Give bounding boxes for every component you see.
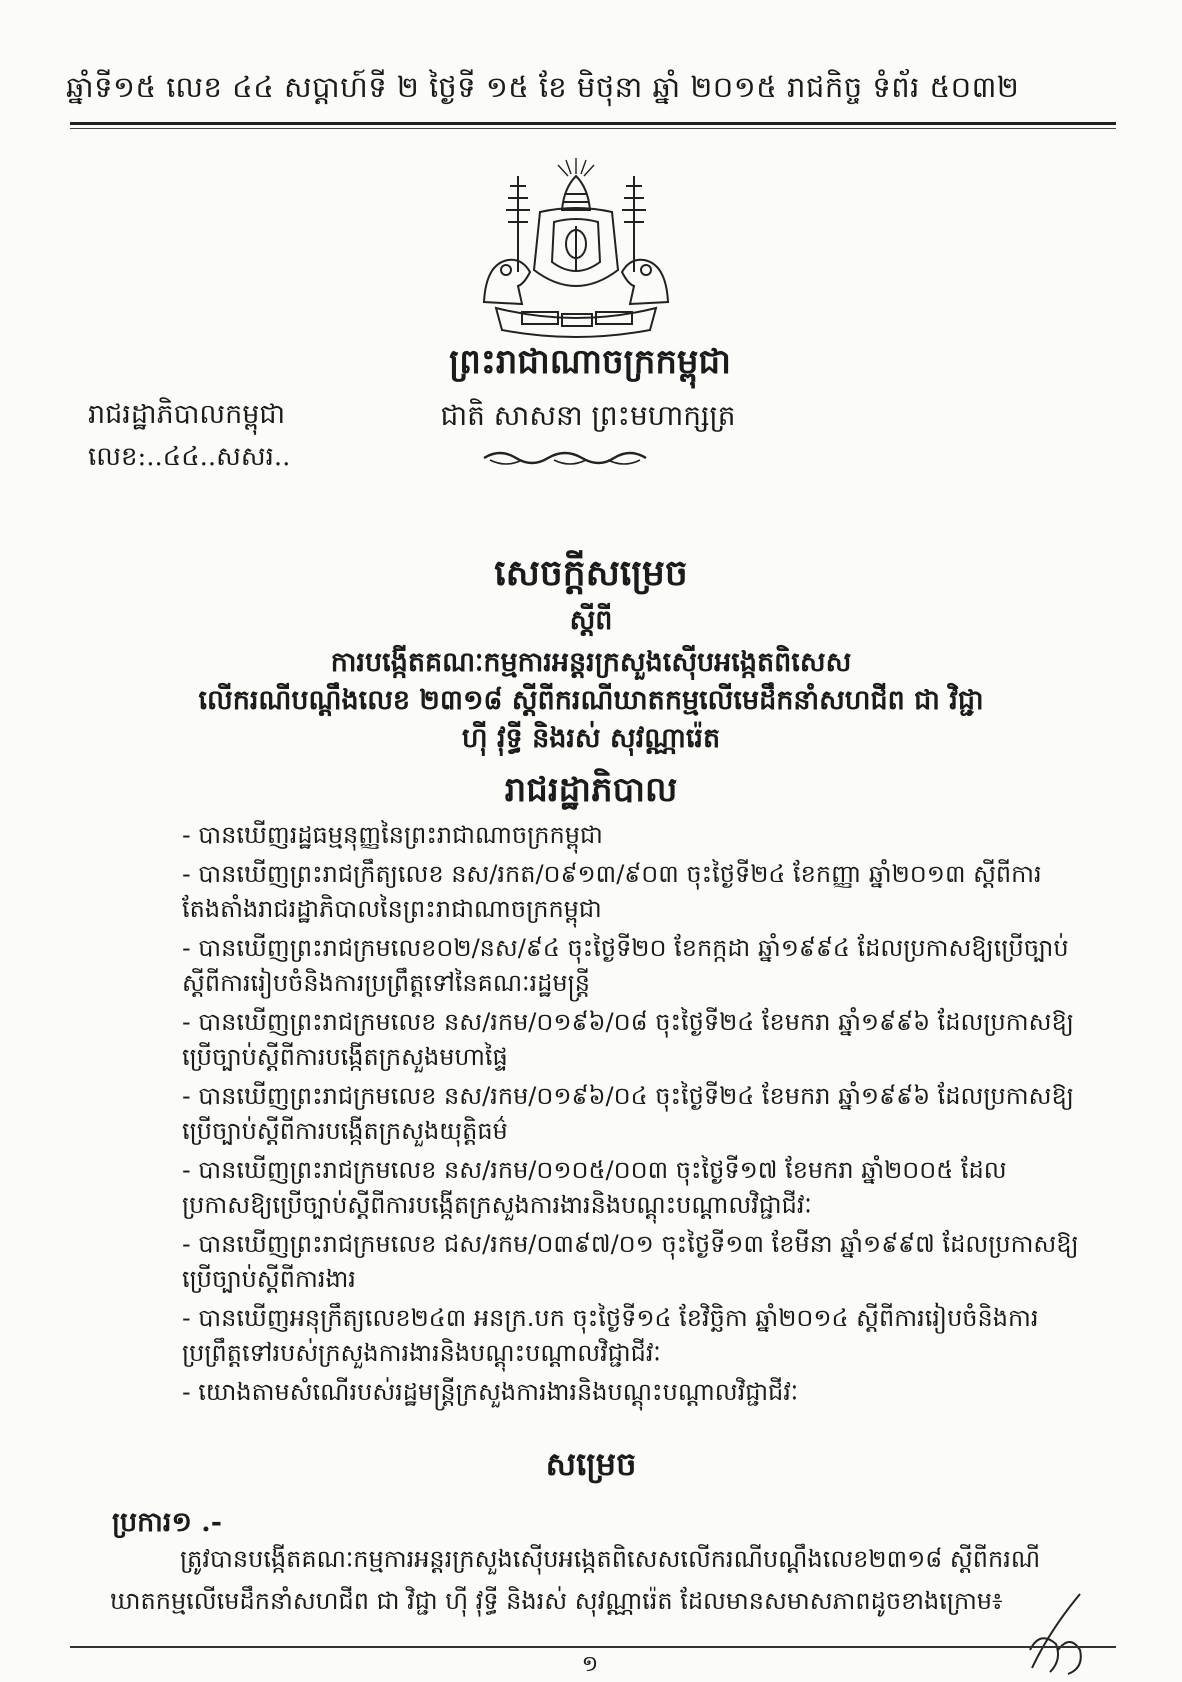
- title-line-2: លើករណីបណ្តឹងលេខ ២៣១៨ ស្តីពីករណីឃាតកម្មលើមេដឹកនាំសហជីព ជា វិជ្ជា: [198, 685, 984, 716]
- consideration-item: - បានឃើញព្រះរាជក្រមលេខ នស/រកម/០១០៥/០០៣ ចុះថ្ងៃទី១៧ ខែមករា ឆ្នាំ២០០៥ ដែលប្រកាសឱ្យប្រើច្បាប់ស្តីពីការបង្កើតក្រសួងការងារនិងបណ្តុះបណ្តាលវិជ្ជាជីវៈ: [182, 1156, 1007, 1219]
- initials-signature-icon: [1010, 1590, 1100, 1680]
- gazette-header-line: ឆ្នាំទី១៥ លេខ ៤៤ សប្តាហ៍ទី ២ ថ្ងៃទី ១៥ ខែ មិថុនា ឆ្នាំ ២០១៥ រាជកិច្ច ទំព័រ ៥០៣២: [66, 70, 1020, 104]
- considerations-list: [182, 818, 1082, 1414]
- consideration-item: - បានឃើញព្រះរាជក្រមលេខ ជស/រកម/០៣៩៧/០១ ចុះថ្ងៃទី១៣ ខែមីនា ឆ្នាំ១៩៩៧ ដែលប្រកាសឱ្យប្រើច្បាប់ស្តីពីការងារ: [182, 1230, 1079, 1293]
- national-motto: ជាតិ សាសនា ព្រះមហាក្សត្រ: [440, 399, 736, 432]
- issuer-heading: រាជរដ្ឋាភិបាល: [504, 770, 678, 810]
- header-rule-thin: [70, 128, 1116, 129]
- page-number: ១: [581, 1652, 599, 1677]
- consideration-item: - បានឃើញព្រះរាជក្រមលេខ០២/នស/៩៤ ចុះថ្ងៃទី២០ ខែកក្កដា ឆ្នាំ១៩៩៤ ដែលប្រកាសឱ្យប្រើច្បាប់ស្តីពីការរៀបចំនិងការប្រព្រឹត្តទៅនៃគណៈរដ្ឋមន្ត្រី: [182, 934, 1069, 997]
- article-1-text: ត្រូវបានបង្កើតគណៈកម្មការអន្តរក្រសួងស៊ើបអង្កេតពិសេសលើករណីបណ្តឹងលេខ២៣១៨ ស្តីពីករណីឃាតកម្មលើមេដឹកនាំសហជីព ជា វិជ្ជា ហ៊ី វុទ្ធី និងរស់ សុវណ្ណារ៉េត ដែលមានសមាសភាពដូចខាងក្រោម៖: [110, 1545, 1041, 1615]
- divider-ornament-icon: [480, 446, 650, 470]
- decision-heading: សម្រេច: [545, 1445, 637, 1483]
- consideration-item: - បានឃើញរដ្ឋធម្មនុញ្ញនៃព្រះរាជាណាចក្រកម្ពុជា: [182, 821, 603, 849]
- reference-number: លេខ:..៤៤..សសរ..: [88, 442, 291, 472]
- header-rule-thick: [70, 122, 1116, 125]
- consideration-item: - បានឃើញព្រះរាជក្រឹត្យលេខ នស/រកត/០៩១៣/៩០៣ ចុះថ្ងៃទី២៤ ខែកញ្ញា ឆ្នាំ២០១៣ ស្តីពីការតែងតាំងរាជរដ្ឋាភិបាលនៃព្រះរាជាណាចក្រកម្ពុជា: [182, 860, 1042, 923]
- title-line-1: ការបង្កើតគណៈកម្មការអន្តរក្រសួងស៊ើបអង្កេតពិសេស: [330, 647, 852, 678]
- article-1-label: ប្រការ១ .-: [112, 1507, 222, 1538]
- consideration-item: - បានឃើញព្រះរាជក្រមលេខ នស/រកម/០១៩៦/០៤ ចុះថ្ងៃទី២៤ ខែមករា ឆ្នាំ១៩៩៦ ដែលប្រកាសឱ្យប្រើច្បាប់ស្តីពីការបង្កើតក្រសួងយុត្តិធម៌: [182, 1082, 1074, 1145]
- consideration-item: - យោងតាមសំណើរបស់រដ្ឋមន្ត្រីក្រសួងការងារនិងបណ្តុះបណ្តាលវិជ្ជាជីវៈ: [182, 1378, 799, 1406]
- document-subject-label: ស្តីពី: [569, 605, 613, 636]
- consideration-item: - បានឃើញព្រះរាជក្រមលេខ នស/រកម/០១៩៦/០៨ ចុះថ្ងៃទី២៤ ខែមករា ឆ្នាំ១៩៩៦ ដែលប្រកាសឱ្យប្រើច្បាប់ស្តីពីការបង្កើតក្រសួងមហាផ្ទៃ: [182, 1008, 1074, 1071]
- title-line-3: ហ៊ី វុទ្ធី និងរស់ សុវណ្ណារ៉េត: [461, 723, 721, 754]
- kingdom-name: ព្រះរាជាណាចក្រកម្ពុជា: [449, 342, 731, 382]
- document-title: សេចក្តីសម្រេច: [494, 552, 688, 594]
- consideration-item: - បានឃើញអនុក្រឹត្យលេខ២៤៣ អនក្រ.បក ចុះថ្ងៃទី១៤ ខែវិច្ឆិកា ឆ្នាំ២០១៤ ស្តីពីការរៀបចំនិងការប្រព្រឹត្តទៅរបស់ក្រសួងការងារនិងបណ្តុះបណ្តាលវិជ្ជាជីវៈ: [182, 1304, 1039, 1367]
- footer-rule: [70, 1646, 1116, 1648]
- royal-arms-emblem-icon: [478, 152, 674, 342]
- issuing-government: រាជរដ្ឋាភិបាលកម្ពុជា: [88, 399, 286, 430]
